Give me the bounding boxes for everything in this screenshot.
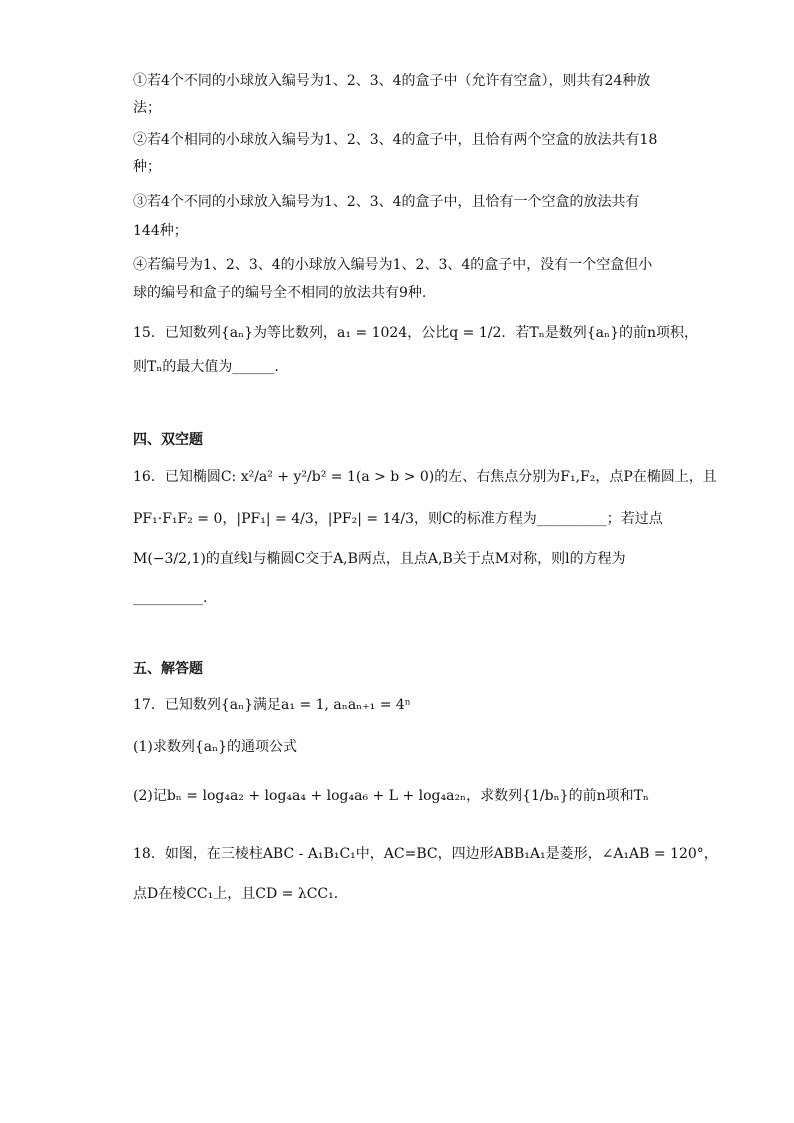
question-15-line-1: 15．已知数列{aₙ}为等比数列，a₁ = 1024，公比q = 1/2．若Tₙ是数列{aₙ}的前n项积， (133, 325, 699, 341)
statement-2-cont: 种； (133, 159, 161, 175)
question-16-line-4: __________. (133, 590, 208, 606)
statement-3: ③若4个不同的小球放入编号为1、2、3、4的盒子中，且恰有一个空盒的放法共有 (133, 194, 640, 210)
section-5-title: 五、解答题 (133, 661, 203, 677)
question-18-line-2: 点D在棱CC₁上，且CD = λCC₁． (133, 886, 348, 902)
statement-4-cont: 球的编号和盒子的编号全不相同的放法共有9种. (133, 285, 427, 301)
statement-4: ④若编号为1、2、3、4的小球放入编号为1、2、3、4的盒子中，没有一个空盒但小 (133, 257, 653, 273)
question-17-part-2: (2)记bₙ = log₄a₂ + log₄a₄ + log₄a₆ + L + log₄a₂ₙ，求数列{1/bₙ}的前n项和Tₙ (133, 788, 649, 804)
question-16-line-3: M(−3/2,1)的直线l与椭圆C交于A,B两点，且点A,B关于点M对称，则l的方程为 (133, 551, 626, 567)
statement-1: ①若4个不同的小球放入编号为1、2、3、4的盒子中（允许有空盒），则共有24种放 (133, 73, 651, 89)
question-18-line-1: 18．如图，在三棱柱ABC - A₁B₁C₁中，AC=BC，四边形ABB₁A₁是菱形，∠A₁AB = 120°， (133, 846, 718, 862)
question-17-line-1: 17．已知数列{aₙ}满足a₁ = 1, aₙaₙ₊₁ = 4ⁿ (133, 697, 411, 713)
question-16-line-1: 16．已知椭圆C: x²/a² + y²/b² = 1(a > b > 0)的左、右焦点分别为F₁,F₂，点P在椭圆上，且 (133, 469, 717, 485)
section-4-title: 四、双空题 (133, 432, 203, 448)
question-16-line-2: PF₁·F₁F₂ = 0，|PF₁| = 4/3，|PF₂| = 14/3，则C的标准方程为__________；若过点 (133, 511, 663, 527)
statement-1-cont: 法； (133, 100, 161, 116)
question-17-part-1: (1)求数列{aₙ}的通项公式 (133, 739, 298, 755)
statement-3-cont: 144种； (133, 223, 188, 239)
question-15-line-2: 则Tₙ的最大值为______. (133, 359, 279, 375)
statement-2: ②若4个相同的小球放入编号为1、2、3、4的盒子中，且恰有两个空盒的放法共有18 (133, 132, 658, 148)
